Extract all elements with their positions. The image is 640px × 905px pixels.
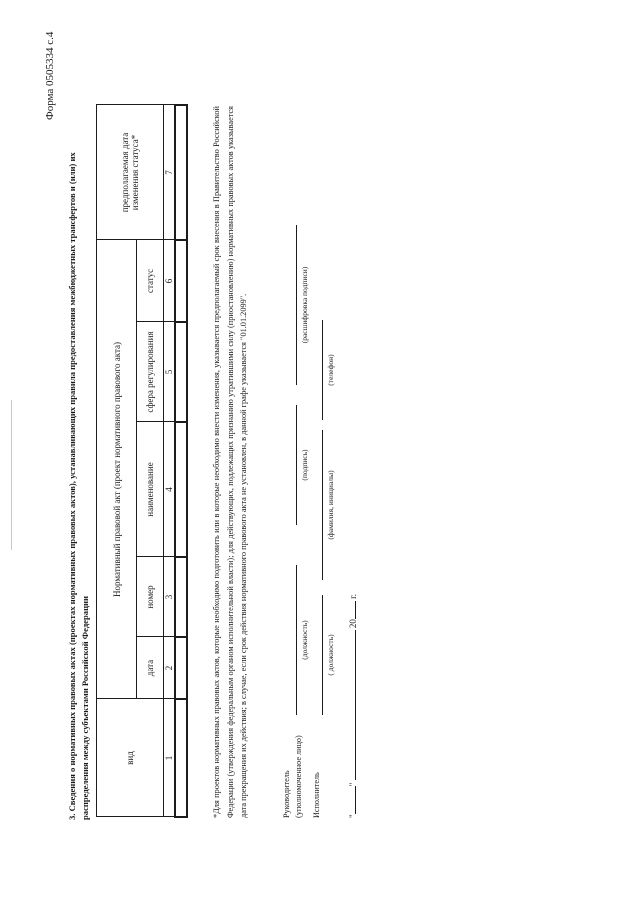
date-quote-open: " xyxy=(348,814,358,818)
column-number-4: 4 xyxy=(164,422,176,557)
executor-name-caption: (фамилия, инициалы) xyxy=(326,470,335,540)
date-day-field[interactable] xyxy=(345,786,356,814)
column-number-2: 2 xyxy=(164,637,176,699)
executor-phone-line[interactable] xyxy=(322,320,323,420)
cell-number[interactable] xyxy=(175,557,187,637)
column-header-scope: сфера регулирования xyxy=(137,322,164,422)
footnote: *Для проектов нормативных правовых актов, которые необходимо подготовить или в которые необходимо внести изменения, указывается предполагаемый срок внесения в Правительство Российской Федерации (утверждения федеральным органом исполнительной власти); для действующих, подлежащих признанию утратившими силу (приостановлению) нормативных правовых актов указывается дата прекращения их действия; в случае, если срок действия нормативного правового акта не установлен, в данной графе указывается "01.01.2099". xyxy=(212,106,248,818)
status-change-date-line1: предполагаемая дата xyxy=(120,132,130,213)
column-header-type: вид xyxy=(97,699,164,817)
head-sublabel: (уполномоченное лицо) xyxy=(294,735,303,818)
column-header-date: дата xyxy=(137,637,164,699)
column-header-status-change-date xyxy=(97,105,164,240)
normative-acts-table xyxy=(96,104,188,818)
column-group-header: Нормативный правовой акт (проект нормативного правового акта) xyxy=(97,240,137,699)
column-number-1: 1 xyxy=(164,699,176,817)
column-number-6: 6 xyxy=(164,240,176,322)
column-header-number: номер xyxy=(137,557,164,637)
head-position-line[interactable] xyxy=(296,565,297,715)
cell-name[interactable] xyxy=(175,422,187,557)
head-signature-line[interactable] xyxy=(296,405,297,525)
column-number-7: 7 xyxy=(164,105,176,240)
column-header-name: наименование xyxy=(137,422,164,557)
status-change-date-line2: изменения статуса* xyxy=(130,134,140,211)
executor-position-line[interactable] xyxy=(322,595,323,715)
head-position-caption: (должность) xyxy=(300,620,309,660)
cell-scope[interactable] xyxy=(175,322,187,422)
date-quote-close: " xyxy=(348,782,358,787)
cell-status[interactable] xyxy=(175,240,187,322)
executor-name-line[interactable] xyxy=(322,430,323,580)
cell-date[interactable] xyxy=(175,637,187,699)
head-decode-caption: (расшифровка подписи) xyxy=(300,266,309,344)
date-year-prefix: 20 xyxy=(348,619,358,629)
executor-label: Исполнитель xyxy=(312,772,321,818)
head-signature-caption: (подпись) xyxy=(300,449,309,481)
date-month-field[interactable] xyxy=(345,630,356,780)
cell-type[interactable] xyxy=(175,699,187,817)
head-label: Руководитель xyxy=(282,770,291,818)
form-number: Форма 0505334 с.4 xyxy=(44,31,56,120)
date-year-suffix: г. xyxy=(348,593,358,599)
head-decode-line[interactable] xyxy=(296,225,297,385)
cell-status-change-date[interactable] xyxy=(175,105,187,240)
column-number-5: 5 xyxy=(164,322,176,422)
date-line xyxy=(345,594,358,818)
table-row xyxy=(175,105,187,817)
executor-phone-caption: (телефон) xyxy=(326,354,335,386)
column-number-3: 3 xyxy=(164,557,176,637)
date-year-field[interactable] xyxy=(345,601,356,619)
section-title: 3. Сведения о нормативных правовых актах (проектах нормативных правовых актов), устанавливающих правила предоставления межбюджетных трансфертов и (или) их распределения между субъектами Российской Федерации xyxy=(67,152,90,820)
column-header-status: статус xyxy=(137,240,164,322)
executor-position-caption: ( должность) xyxy=(326,634,335,676)
